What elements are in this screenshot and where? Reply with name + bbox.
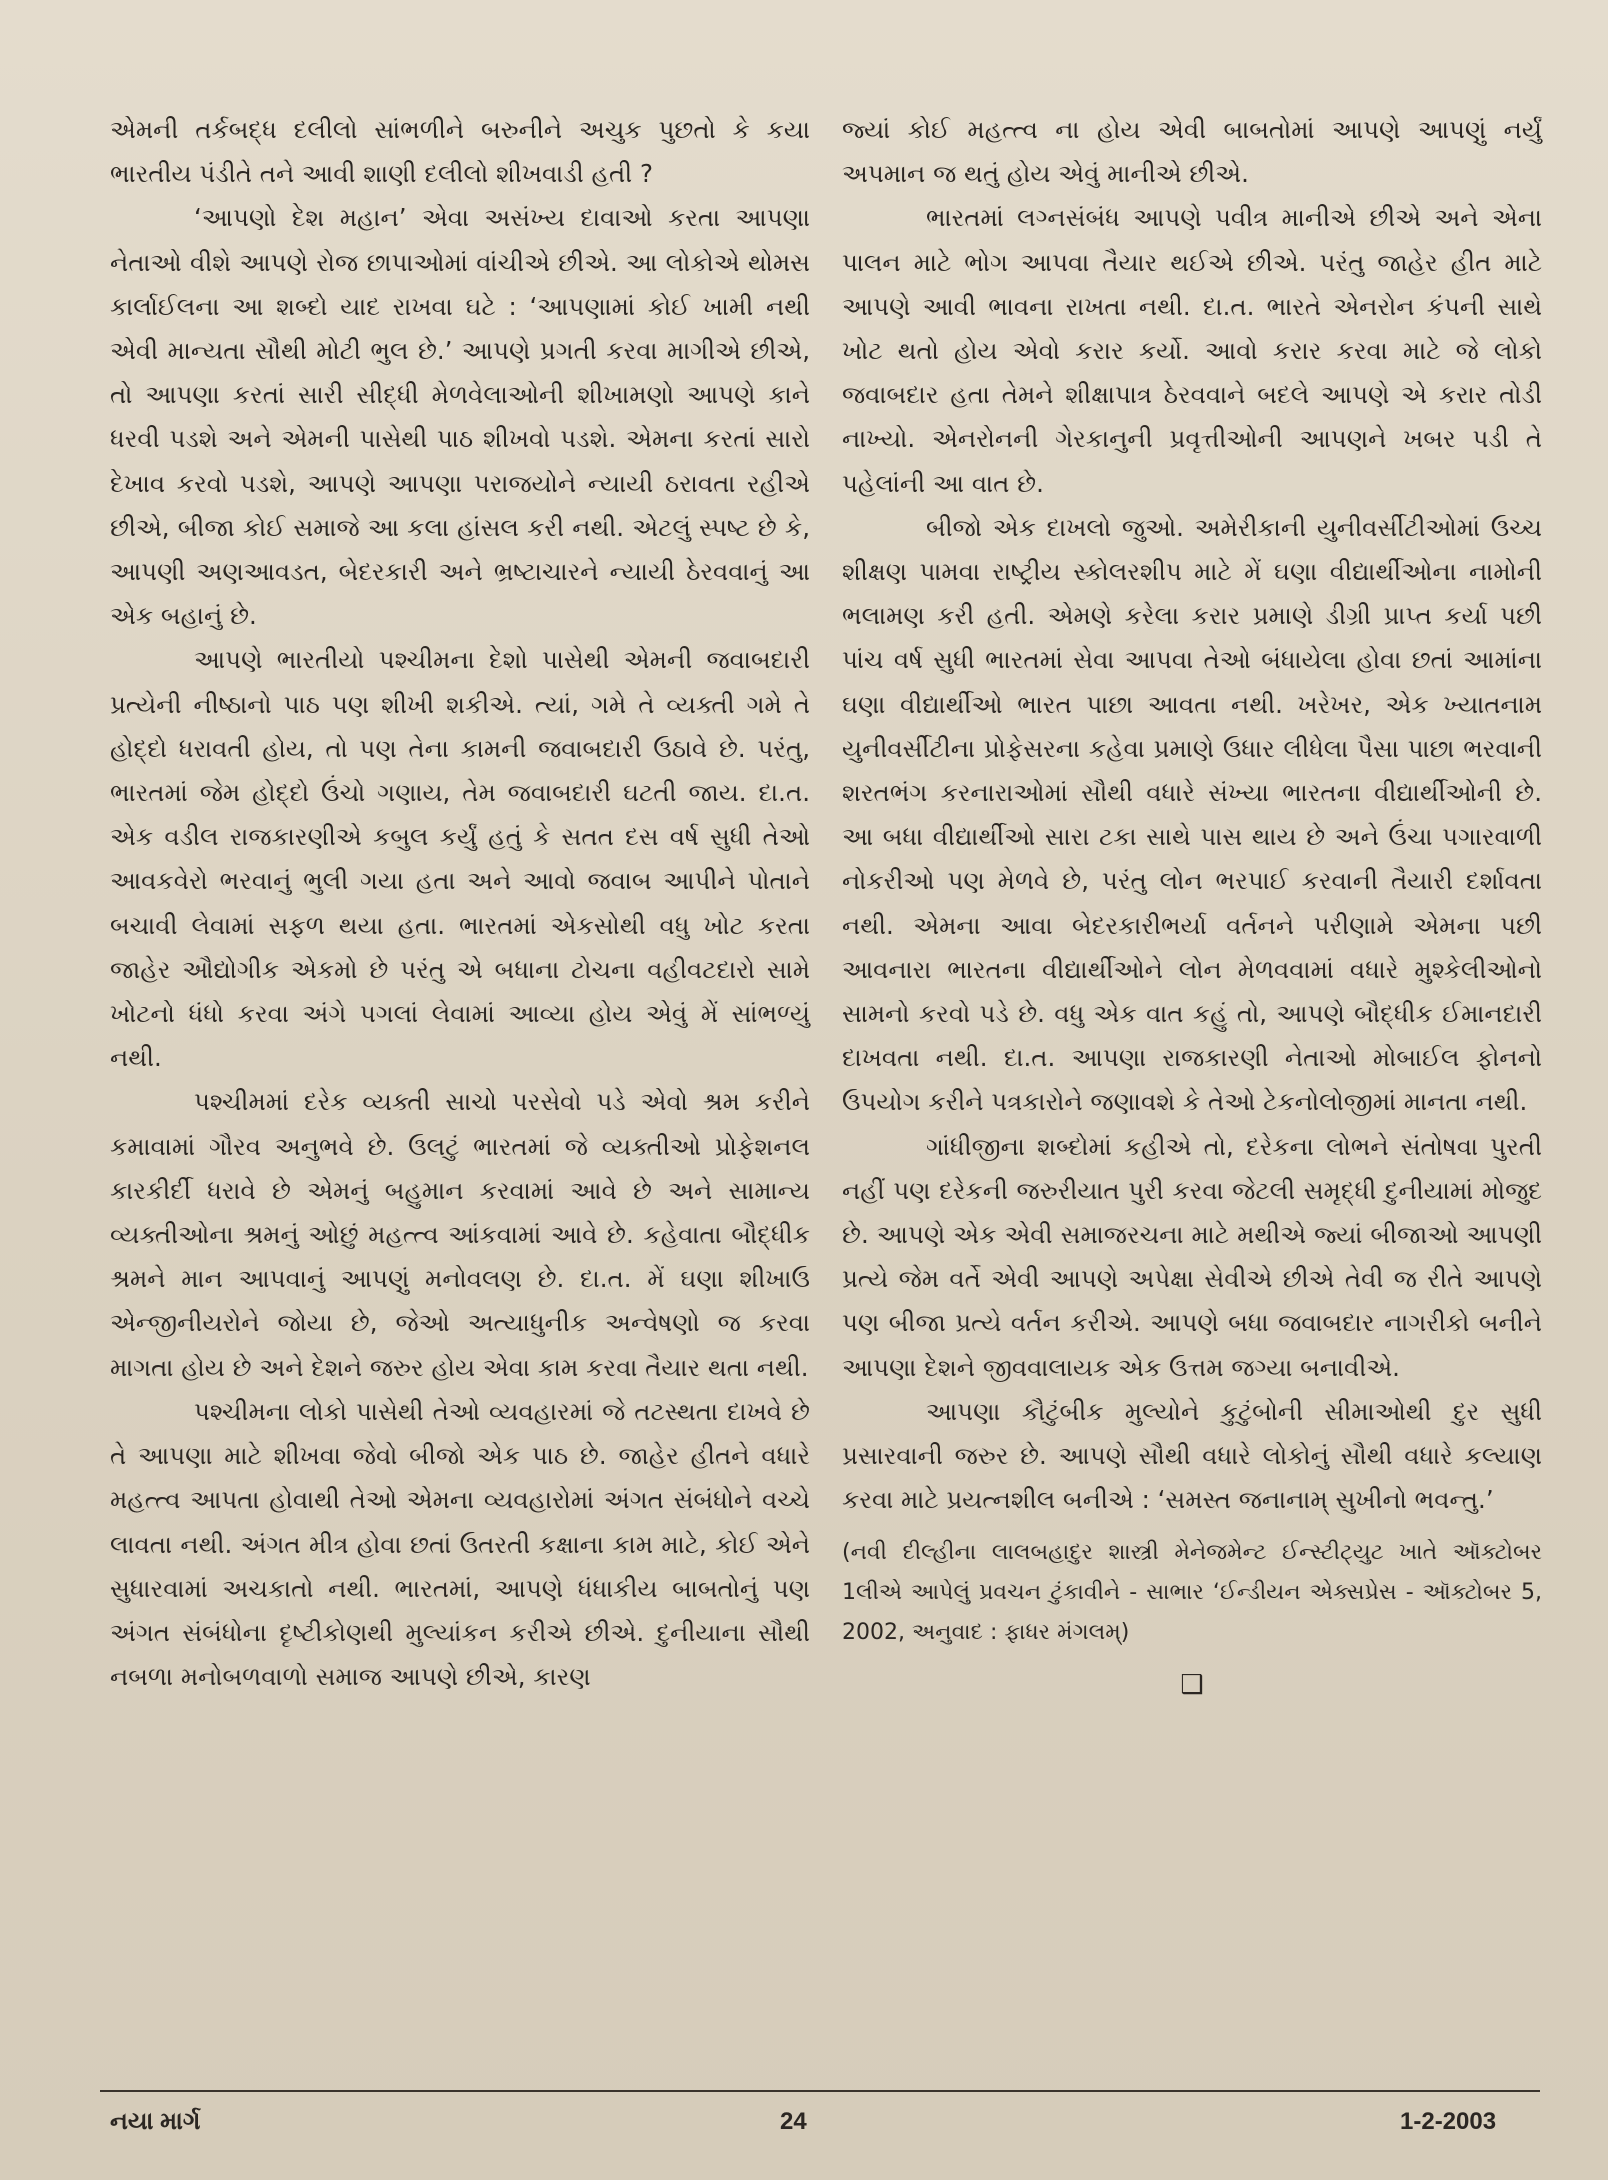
paragraph: જ્યાં કોઈ મહત્ત્વ ના હોય એવી બાબતોમાં આપણે આપણું નર્યું અપમાન જ થતું હોય એવું માનીએ છીએ. — [842, 115, 1542, 189]
paragraph: ગાંધીજીના શબ્દોમાં કહીએ તો, દરેકના લોભને સંતોષવા પુરતી નહીં પણ દરેકની જરુરીયાત પુરી કરવા જેટલી સમૃદ્ધી દુનીયામાં મોજુદ છે. આપણે એક એવી સમાજરચના માટે મથીએ જ્યાં બીજાઓ આપણી પ્રત્યે જેમ વર્તે એવી આપણે અપેક્ષા સેવીએ છીએ તેવી જ રીતે આપણે પણ બીજા પ્રત્યે વર્તન કરીએ. આપણે બધા જવાબદાર નાગરીકો બનીને આપણા દેશને જીવવાલાયક એક ઉત્તમ જગ્યા બનાવીએ. — [842, 1131, 1542, 1382]
footer-rule — [100, 2090, 1540, 2092]
paragraph: એમની તર્કબદ્ધ દલીલો સાંભળીને બરુનીને અચુક પુછતો કે કયા ભારતીય પંડીતે તને આવી શાણી દલીલો શીખવાડી હતી ? — [110, 115, 810, 189]
paragraph: બીજો એક દાખલો જુઓ. અમેરીકાની યુનીવર્સીટીઓમાં ઉચ્ચ શીક્ષણ પામવા રાષ્ટ્રીય સ્કોલરશીપ માટે મેં ઘણા વીદ્યાર્થીઓના નામોની ભલામણ કરી હતી. એમણે કરેલા કરાર પ્રમાણે ડીગ્રી પ્રાપ્ત કર્યા પછી પાંચ વર્ષ સુધી ભારતમાં સેવા આપવા તેઓ બંધાયેલા હોવા છતાં આમાંના ઘણા વીદ્યાર્થીઓ ભારત પાછા આવતા નથી. ખરેખર, એક ખ્યાતનામ યુનીવર્સીટીના પ્રોફેસરના કહેવા પ્રમાણે ઉધાર લીધેલા પૈસા પાછા ભરવાની શરતભંગ કરનારાઓમાં સૌથી વધારે સંખ્યા ભારતના વીદ્યાર્થીઓની છે. આ બધા વીદ્યાર્થીઓ સારા ટકા સાથે પાસ થાય છે અને ઉંચા પગારવાળી નોકરીઓ પણ મેળવે છે, પરંતુ લોન ભરપાઈ કરવાની તૈયારી દર્શાવતા નથી. એમના આવા બેદરકારીભર્યા વર્તનને પરીણામે એમના પછી આવનારા ભારતના વીદ્યાર્થીઓને લોન મેળવવામાં વધારે મુશ્કેલીઓનો સામનો કરવો પડે છે. વધુ એક વાત કહું તો, આપણે બૌદ્ધીક ઈમાનદારી દાખવતા નથી. દા.ત. આપણા રાજકારણી નેતાઓ મોબાઈલ ફોનનો ઉપયોગ કરીને પત્રકારોને જણાવશે કે તેઓ ટેકનોલોજીમાં માનતા નથી. — [842, 512, 1542, 1117]
end-of-article-icon: ❑ — [1180, 1669, 1204, 1700]
left-column — [110, 108, 810, 1699]
paragraph: ભારતમાં લગ્નસંબંધ આપણે પવીત્ર માનીએ છીએ અને એના પાલન માટે ભોગ આપવા તૈયાર થઈએ છીએ. પરંતુ જાહેર હીત માટે આપણે આવી ભાવના રાખતા નથી. દા.ત. ભારતે એનરોન કંપની સાથે ખોટ થતો હોય એવો કરાર કર્યો. આવો કરાર કરવા માટે જે લોકો જવાબદાર હતા તેમને શીક્ષાપાત્ર ઠેરવવાને બદલે આપણે એ કરાર તોડી નાખ્યો. એનરોનની ગેરકાનુની પ્રવૃત્તીઓની આપણને ખબર પડી તે પહેલાંની આ વાત છે. — [842, 203, 1542, 498]
issue-date: 1-2-2003 — [1400, 2108, 1497, 2135]
right-column — [842, 108, 1542, 1707]
paragraph: પશ્ચીમમાં દરેક વ્યક્તી સાચો પરસેવો પડે એવો શ્રમ કરીને કમાવામાં ગૌરવ અનુભવે છે. ઉલટું ભારતમાં જે વ્યક્તીઓ પ્રોફેશનલ કારકીર્દી ધરાવે છે એમનું બહુમાન કરવામાં આવે છે અને સામાન્ય વ્યક્તીઓના શ્રમનું ઓછું મહત્ત્વ આંકવામાં આવે છે. કહેવાતા બૌદ્ધીક શ્રમને માન આપવાનું આપણું મનોવલણ છે. દા.ત. મેં ઘણા શીખાઉ એન્જીનીયરોને જોયા છે, જેઓ અત્યાધુનીક અન્વેષણો જ કરવા માગતા હોય છે અને દેશને જરુર હોય એવા કામ કરવા તૈયાર થતા નથી. — [110, 1087, 810, 1382]
page-number: 24 — [780, 2108, 807, 2135]
paragraph: ‘આપણો દેશ મહાન’ એવા અસંખ્ય દાવાઓ કરતા આપણા નેતાઓ વીશે આપણે રોજ છાપાઓમાં વાંચીએ છીએ. આ લોકોએ થોમસ કાર્લાઈલના આ શબ્દો યાદ રાખવા ઘટે : ‘આપણામાં કોઈ ખામી નથી એવી માન્યતા સૌથી મોટી ભુલ છે.’ આપણે પ્રગતી કરવા માગીએ છીએ, તો આપણા કરતાં સારી સીદ્ધી મેળવેલાઓની શીખામણો આપણે કાને ધરવી પડશે અને એમની પાસેથી પાઠ શીખવો પડશે. એમના કરતાં સારો દેખાવ કરવો પડશે, આપણે આપણા પરાજયોને ન્યાયી ઠરાવતા રહીએ છીએ, બીજા કોઈ સમાજે આ કલા હાંસલ કરી નથી. એટલું સ્પષ્ટ છે કે, આપણી અણઆવડત, બેદરકારી અને ભ્રષ્ટાચારને ન્યાયી ઠેરવવાનું આ એક બહાનું છે. — [110, 203, 810, 631]
paragraph: આપણે ભારતીયો પશ્ચીમના દેશો પાસેથી એમની જવાબદારી પ્રત્યેની નીષ્ઠાનો પાઠ પણ શીખી શકીએ. ત્યાં, ગમે તે વ્યક્તી ગમે તે હોદ્દો ધરાવતી હોય, તો પણ તેના કામની જવાબદારી ઉઠાવે છે. પરંતુ, ભારતમાં જેમ હોદ્દો ઉંચો ગણાય, તેમ જવાબદારી ઘટતી જાય. દા.ત. એક વડીલ રાજકારણીએ કબુલ કર્યું હતું કે સતત દસ વર્ષ સુધી તેઓ આવકવેરો ભરવાનું ભુલી ગયા હતા અને આવો જવાબ આપીને પોતાને બચાવી લેવામાં સફળ થયા હતા. ભારતમાં એકસોથી વધુ ખોટ કરતા જાહેર ઔદ્યોગીક એકમો છે પરંતુ એ બધાના ટોચના વહીવટદારો સામે ખોટનો ધંધો કરવા અંગે પગલાં લેવામાં આવ્યા હોય એવું મેં સાંભળ્યું નથી. — [110, 645, 810, 1073]
paragraph: આપણા કૌટુંબીક મુલ્યોને કુટુંબોની સીમાઓથી દુર સુધી પ્રસારવાની જરુર છે. આપણે સૌથી વધારે લોકોનું સૌથી વધારે કલ્યાણ કરવા માટે પ્રયત્નશીલ બનીએ : ‘સમસ્ત જનાનામ્ સુખીનો ભવન્તુ.’ — [842, 1396, 1542, 1515]
source-credit: (નવી દીલ્હીના લાલબહાદુર શાસ્ત્રી મેનેજમેન્ટ ઈન્સ્ટીટ્યુટ ખાતે ઑક્ટોબર 1લીએ આપેલું પ્રવચન ટુંકાવીને - સાભાર ‘ઈન્ડીયન એક્સપ્રેસ - ઑક્ટોબર 5, 2002, અનુવાદ : ફાધર મંગલમ્) — [842, 1539, 1542, 1645]
paragraph: પશ્ચીમના લોકો પાસેથી તેઓ વ્યવહારમાં જે તટસ્થતા દાખવે છે તે આપણા માટે શીખવા જેવો બીજો એક પાઠ છે. જાહેર હીતને વધારે મહત્ત્વ આપતા હોવાથી તેઓ એમના વ્યવહારોમાં અંગત સંબંધોને વચ્ચે લાવતા નથી. અંગત મીત્ર હોવા છતાં ઉતરતી કક્ષાના કામ માટે, કોઈ એને સુધારવામાં અચકાતો નથી. ભારતમાં, આપણે ધંધાકીય બાબતોનું પણ અંગત સંબંધોના દૃષ્ટીકોણથી મુલ્યાંકન કરીએ છીએ. દુનીયાના સૌથી નબળા મનોબળવાળો સમાજ આપણે છીએ, કારણ — [110, 1396, 810, 1692]
magazine-name: નયા માર્ગ — [110, 2108, 201, 2135]
